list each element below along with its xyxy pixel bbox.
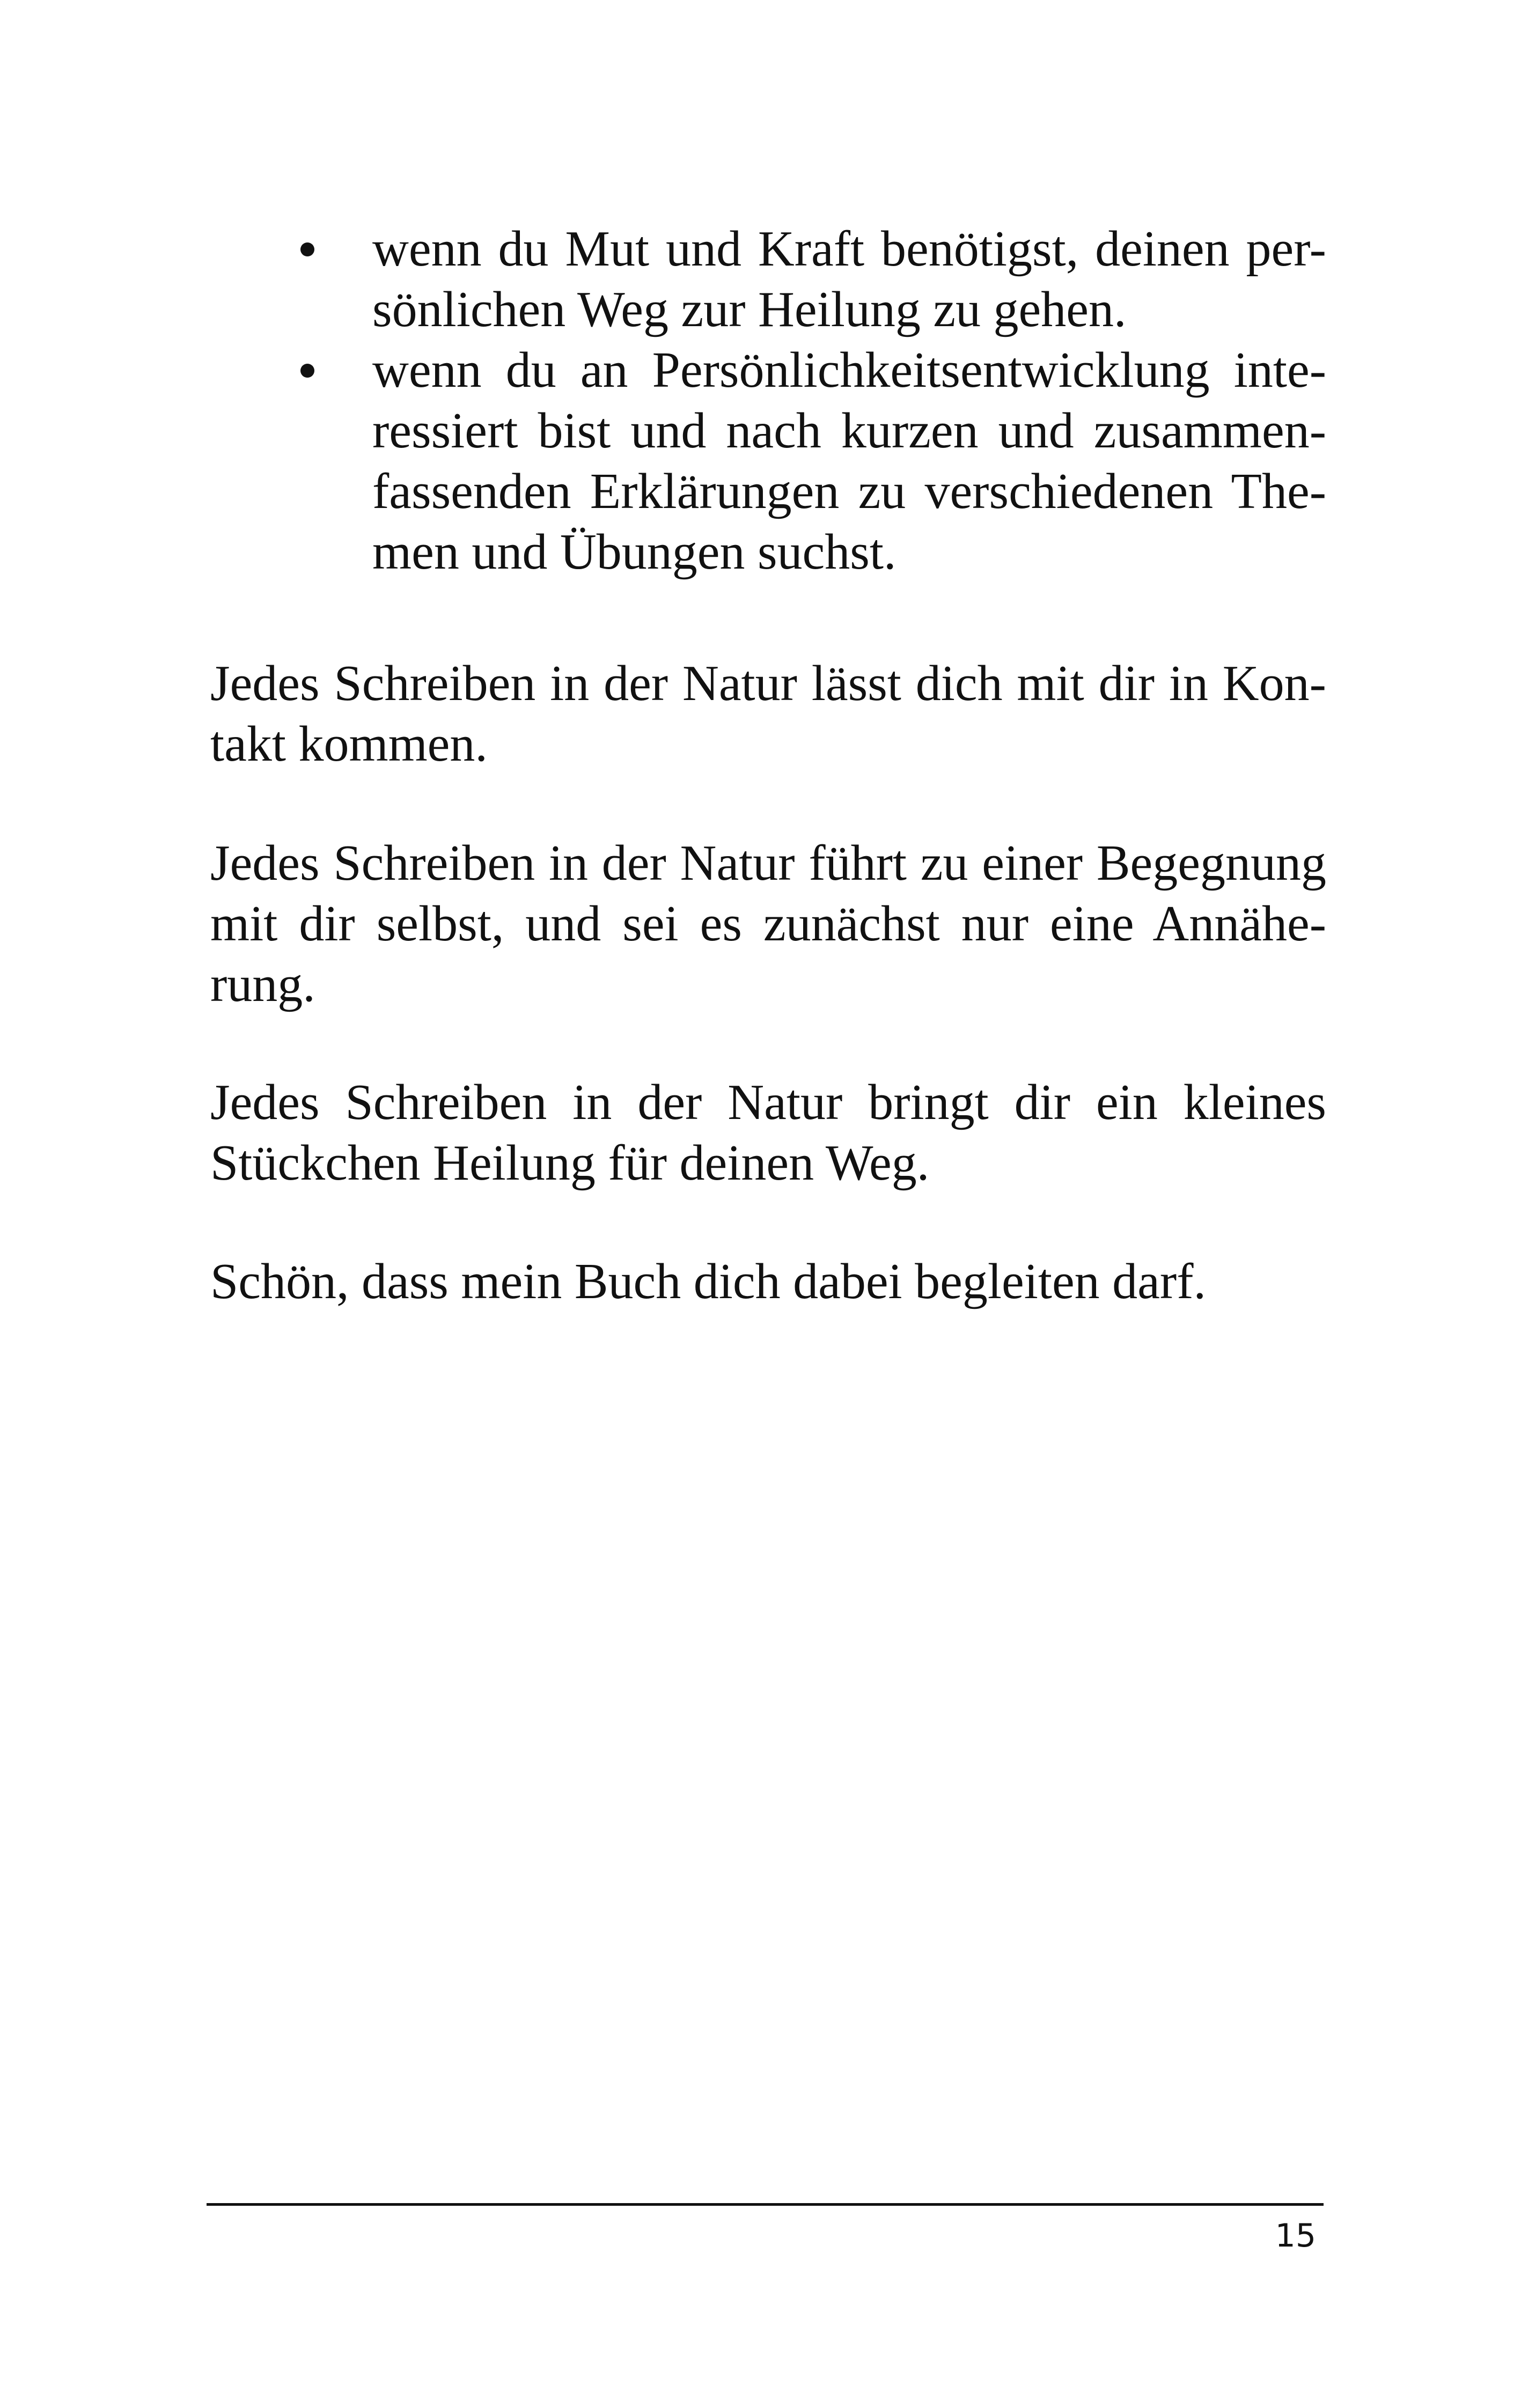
bullet-line: fassenden Erklärungen zu verschiedenen The- xyxy=(372,463,1326,519)
bullet-dot-icon xyxy=(300,242,314,256)
page-number: 15 xyxy=(1275,2217,1316,2255)
paragraph xyxy=(210,1251,1326,1312)
bullet-list xyxy=(210,219,1326,583)
paragraph-line: Jedes Schreiben in der Natur bringt dir ein kleines xyxy=(210,1074,1326,1130)
paragraph-line: Stückchen Heilung für deinen Weg. xyxy=(210,1135,930,1191)
footer-divider xyxy=(207,2203,1324,2206)
paragraph xyxy=(210,653,1326,775)
paragraph-line: Schön, dass mein Buch dich dabei begleiten darf. xyxy=(210,1254,1206,1309)
bullet-line: ressiert bist und nach kurzen und zusammen- xyxy=(372,403,1326,459)
bullet-line: men und Übungen suchst. xyxy=(372,524,897,580)
paragraph-line: Jedes Schreiben in der Natur lässt dich mit dir in Kon- xyxy=(210,656,1326,711)
paragraph-line: Jedes Schreiben in der Natur führt zu einer Begegnung xyxy=(210,835,1326,891)
paragraph xyxy=(210,1072,1326,1194)
bullet-dot-icon xyxy=(300,364,314,378)
paragraph-line: takt kommen. xyxy=(210,716,488,772)
paragraph xyxy=(210,833,1326,1015)
bullet-line: wenn du an Persönlichkeitsentwicklung inte- xyxy=(372,342,1326,398)
bullet-item xyxy=(210,219,1326,340)
bullet-line: wenn du Mut und Kraft benötigst, deinen per- xyxy=(372,221,1326,277)
bullet-line: sönlichen Weg zur Heilung zu gehen. xyxy=(372,282,1127,337)
paragraph-line: mit dir selbst, und sei es zunächst nur eine Annähe- xyxy=(210,896,1326,952)
bullet-item xyxy=(210,340,1326,583)
paragraph-line: rung. xyxy=(210,956,315,1012)
